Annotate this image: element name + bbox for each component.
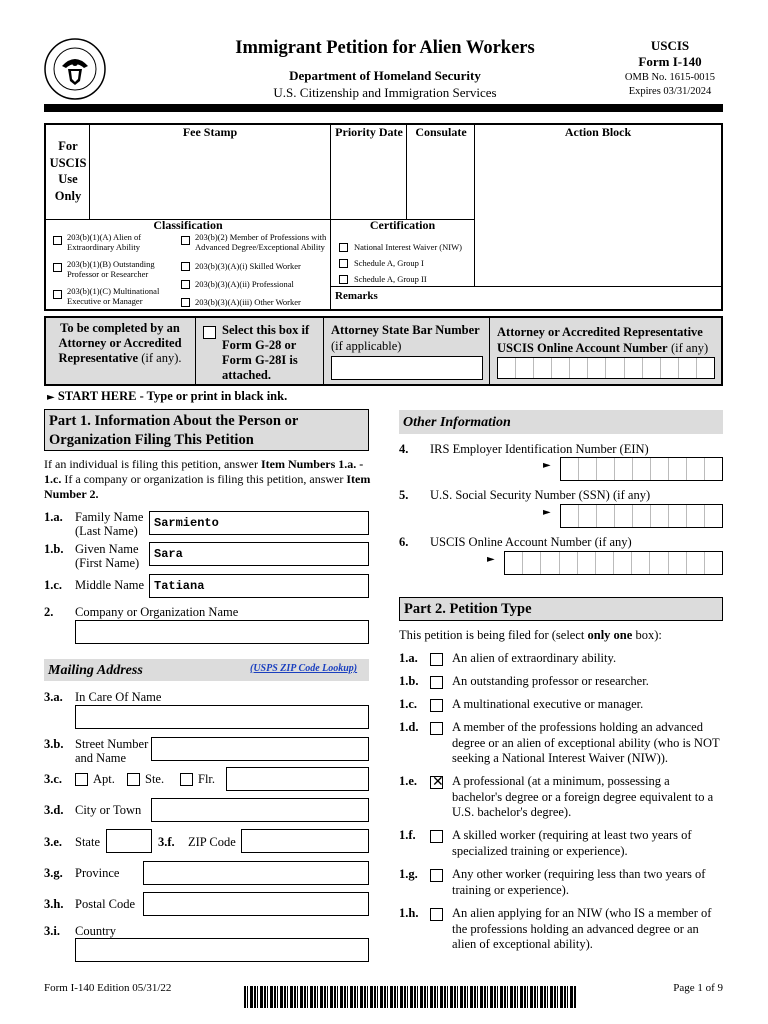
bar-number-input[interactable] [331, 356, 483, 380]
g28-checkbox[interactable] [203, 326, 216, 339]
completed-by-label [47, 321, 193, 366]
item-number: 1.b. [44, 542, 64, 556]
header-rule [44, 104, 723, 112]
expiration-date: Expires 03/31/2024 [628, 86, 712, 97]
item-number: 3.a. [44, 690, 63, 704]
petition-type-option: An alien of extraordinary ability. [452, 651, 617, 665]
omb-number: OMB No. 1615-0015 [624, 72, 716, 83]
item-number: 3.c. [44, 772, 63, 786]
cert-option: Schedule A, Group II [354, 274, 427, 284]
class-option: 203(b)(3)(A)(ii) Professional [195, 279, 294, 289]
class-checkbox[interactable] [53, 263, 62, 272]
petition-type-checkbox[interactable] [430, 676, 443, 689]
mailing-address-title: Mailing Address [48, 663, 143, 678]
petition-type-option: A skilled worker (requiring at least two years of specialized training or experience). [452, 828, 692, 858]
intro-text: This petition is being filed for (select [399, 628, 585, 642]
apt-label: Apt. [93, 772, 115, 786]
footer-page-number: Page 1 of 9 [673, 982, 723, 994]
class-checkbox[interactable] [53, 236, 62, 245]
petition-type-checkbox[interactable] [430, 722, 443, 735]
class-checkbox[interactable] [181, 236, 190, 245]
petition-type-option: An alien applying for an NIW (who IS a member of the professions holding an advanced degree or an alien of exceptional ability). [452, 906, 712, 951]
seal-label [20, 102, 130, 103]
cert-option: National Interest Waiver (NIW) [354, 242, 462, 252]
priority-date-label: Priority Date [335, 125, 403, 139]
item-number: 1.b. [399, 674, 419, 688]
item-number: 2. [44, 605, 54, 619]
flr-label: Flr. [198, 772, 216, 786]
item-number: 3.h. [44, 897, 64, 911]
ste-label: Ste. [145, 772, 165, 786]
uscis-account-input[interactable] [504, 551, 723, 575]
form-title: Immigrant Petition for Alien Workers [235, 38, 535, 58]
family-name-label: Family Name (Last Name) [75, 510, 144, 538]
item-number: 1.g. [399, 867, 418, 881]
class-option: 203(b)(3)(A)(i) Skilled Worker [195, 261, 301, 271]
province-input[interactable] [143, 861, 369, 885]
city-input[interactable] [151, 798, 369, 822]
arrow-icon: ► [543, 507, 551, 518]
unit-number-input[interactable] [226, 767, 369, 791]
petition-type-checkbox[interactable] [430, 653, 443, 666]
dept-name: Department of Homeland Security [289, 68, 481, 83]
uscis-account-label: USCIS Online Account Number (if any) [430, 535, 632, 549]
usps-zip-lookup-link[interactable]: (USPS ZIP Code Lookup) [250, 663, 358, 674]
class-option: 203(b)(1)(C) Multinational Executive or Manager [67, 286, 160, 306]
completed-by-suffix: (if any). [141, 351, 182, 365]
bar-number-sub: (if applicable) [331, 339, 402, 353]
item-number: 1.a. [399, 651, 418, 665]
dhs-seal [44, 38, 106, 100]
apt-checkbox[interactable] [75, 773, 88, 786]
family-name-input[interactable]: Sarmiento [149, 511, 369, 535]
bar-number-label: Attorney State Bar Number [331, 323, 480, 337]
middle-name-label: Middle Name [75, 578, 145, 592]
completed-by-text: To be completed by an Attorney or Accredited Representative [58, 321, 182, 365]
item-number: 6. [399, 535, 409, 549]
other-info-header [399, 410, 723, 434]
class-checkbox[interactable] [181, 280, 190, 289]
class-option: 203(b)(1)(A) Alien of Extraordinary Ability [67, 232, 142, 252]
item-number: 4. [399, 442, 409, 456]
item-number: 1.d. [399, 720, 419, 734]
flr-checkbox[interactable] [180, 773, 193, 786]
intro-text: If an individual is filing this petition, answer [44, 457, 258, 471]
remarks-label: Remarks [335, 290, 378, 302]
item-number: 1.e. [399, 774, 418, 788]
class-checkbox[interactable] [181, 298, 190, 307]
part1-intro [44, 457, 374, 502]
attorney-account-input[interactable] [497, 357, 715, 379]
class-checkbox[interactable] [53, 290, 62, 299]
petition-type-option: A professional (at a minimum, possessing a bachelor's degree or a foreign degree equivalent to a U.S. bachelor's degree). [452, 774, 714, 819]
attorney-account-label: Attorney or Accredited Representative USCIS Online Account Number [497, 325, 703, 355]
part1-header: Part 1. Information About the Person or Organization Filing This Petition [44, 409, 369, 451]
divider [195, 318, 196, 384]
item-number: 1.a. [44, 510, 63, 524]
intro-items: Item Numbers 1.a. - 1.c. [44, 457, 364, 486]
middle-name-input[interactable]: Tatiana [149, 574, 369, 598]
footer-edition: Form I-140 Edition 05/31/22 [44, 982, 172, 994]
start-here-text: START HERE - Type or print in black ink. [57, 389, 288, 403]
start-here-banner [47, 389, 287, 404]
company-name-label: Company or Organization Name [75, 605, 239, 619]
street-label: Street Number and Name [75, 737, 149, 765]
petition-type-checkbox[interactable] [430, 699, 443, 712]
agency-name: U.S. Citizenship and Immigration Services [273, 85, 497, 100]
intro-text: box): [635, 628, 662, 642]
ste-checkbox[interactable] [127, 773, 140, 786]
intro-item: Item Number 2. [44, 472, 371, 501]
divider [489, 318, 490, 384]
item-number: 3.e. [44, 835, 63, 849]
form-number: Form I-140 [638, 54, 702, 69]
arrow-icon: ► [487, 554, 495, 565]
cert-option: Schedule A, Group I [354, 258, 424, 268]
item-number: 1.c. [399, 697, 418, 711]
street-input[interactable] [151, 737, 369, 761]
barcode-image [244, 986, 576, 1008]
item-number: 3.b. [44, 737, 64, 751]
ssn-input[interactable] [560, 504, 723, 528]
consulate-label: Consulate [415, 125, 467, 139]
item-number: 3.d. [44, 803, 64, 817]
cert-checkbox[interactable] [339, 259, 348, 268]
classification-label: Classification [153, 218, 223, 232]
item-number: 1.c. [44, 578, 63, 592]
action-block-label: Action Block [564, 125, 632, 139]
petition-type-option: A multinational executive or manager. [452, 697, 644, 711]
item-number: 3.i. [44, 924, 60, 938]
state-label: State [75, 835, 100, 849]
fee-stamp-label: Fee Stamp [182, 125, 238, 139]
petition-type-checkbox[interactable] [430, 830, 443, 843]
divider [330, 286, 721, 287]
state-select[interactable] [106, 829, 152, 853]
city-label: City or Town [75, 803, 142, 817]
arrow-icon: ► [543, 460, 551, 471]
country-label: Country [75, 924, 116, 938]
class-option: 203(b)(3)(A)(iii) Other Worker [195, 297, 301, 307]
item-number: 1.f. [399, 828, 416, 842]
ein-label: IRS Employer Identification Number (EIN) [430, 442, 649, 456]
certification-label: Certification [369, 218, 436, 232]
item-number: 3.g. [44, 866, 63, 880]
petition-type-checkbox[interactable] [430, 908, 443, 921]
item-number: 1.h. [399, 906, 419, 920]
intro-text: If a company or organization is filing this petition, answer [64, 472, 344, 486]
care-of-label: In Care Of Name [75, 690, 162, 704]
part2-intro [399, 628, 662, 642]
intro-emphasis: only one [587, 628, 633, 642]
for-uscis-label: For USCIS Use Only [49, 139, 87, 203]
class-checkbox[interactable] [181, 262, 190, 271]
divider [323, 318, 324, 384]
petition-type-checkbox[interactable] [430, 869, 443, 882]
care-of-input[interactable] [75, 705, 369, 729]
attorney-account-sub: (if any) [671, 341, 709, 355]
zip-label: ZIP Code [188, 835, 236, 849]
country-input[interactable] [75, 938, 369, 962]
postal-code-label: Postal Code [75, 897, 136, 911]
given-name-input[interactable]: Sara [149, 542, 369, 566]
petition-type-option: A member of the professions holding an advanced degree or an alien of exceptional ability (who is NOT seeking a National Interest Waiver (NIW)). [452, 720, 720, 765]
item-number: 5. [399, 488, 409, 502]
g28-label: Select this box if Form G-28 or Form G-28I is attached. [222, 323, 310, 382]
postal-code-input[interactable] [143, 892, 369, 916]
class-option: 203(b)(1)(B) Outstanding Professor or Researcher [67, 259, 155, 279]
petition-type-checkbox[interactable] [430, 776, 443, 789]
play-arrow-icon: ► [47, 392, 55, 403]
cert-checkbox[interactable] [339, 275, 348, 284]
other-info-title: Other Information [403, 415, 511, 430]
class-option: 203(b)(2) Member of Professions with Advanced Degree/Exceptional Ability [195, 232, 327, 252]
ein-input[interactable] [560, 457, 723, 481]
province-label: Province [75, 866, 120, 880]
checkmark-x-icon: ✕ [432, 774, 444, 790]
cert-checkbox[interactable] [339, 243, 348, 252]
petition-type-option: An outstanding professor or researcher. [452, 674, 649, 688]
uscis-label: USCIS [650, 38, 690, 53]
zip-input[interactable] [241, 829, 369, 853]
given-name-label: Given Name (First Name) [75, 542, 140, 570]
divider [474, 125, 475, 287]
item-number: 3.f. [158, 835, 175, 849]
part2-header: Part 2. Petition Type [399, 597, 723, 621]
company-name-input[interactable] [75, 620, 369, 644]
petition-type-option: Any other worker (requiring less than two years of training or experience). [452, 867, 706, 897]
ssn-label: U.S. Social Security Number (SSN) (if any) [430, 488, 651, 502]
